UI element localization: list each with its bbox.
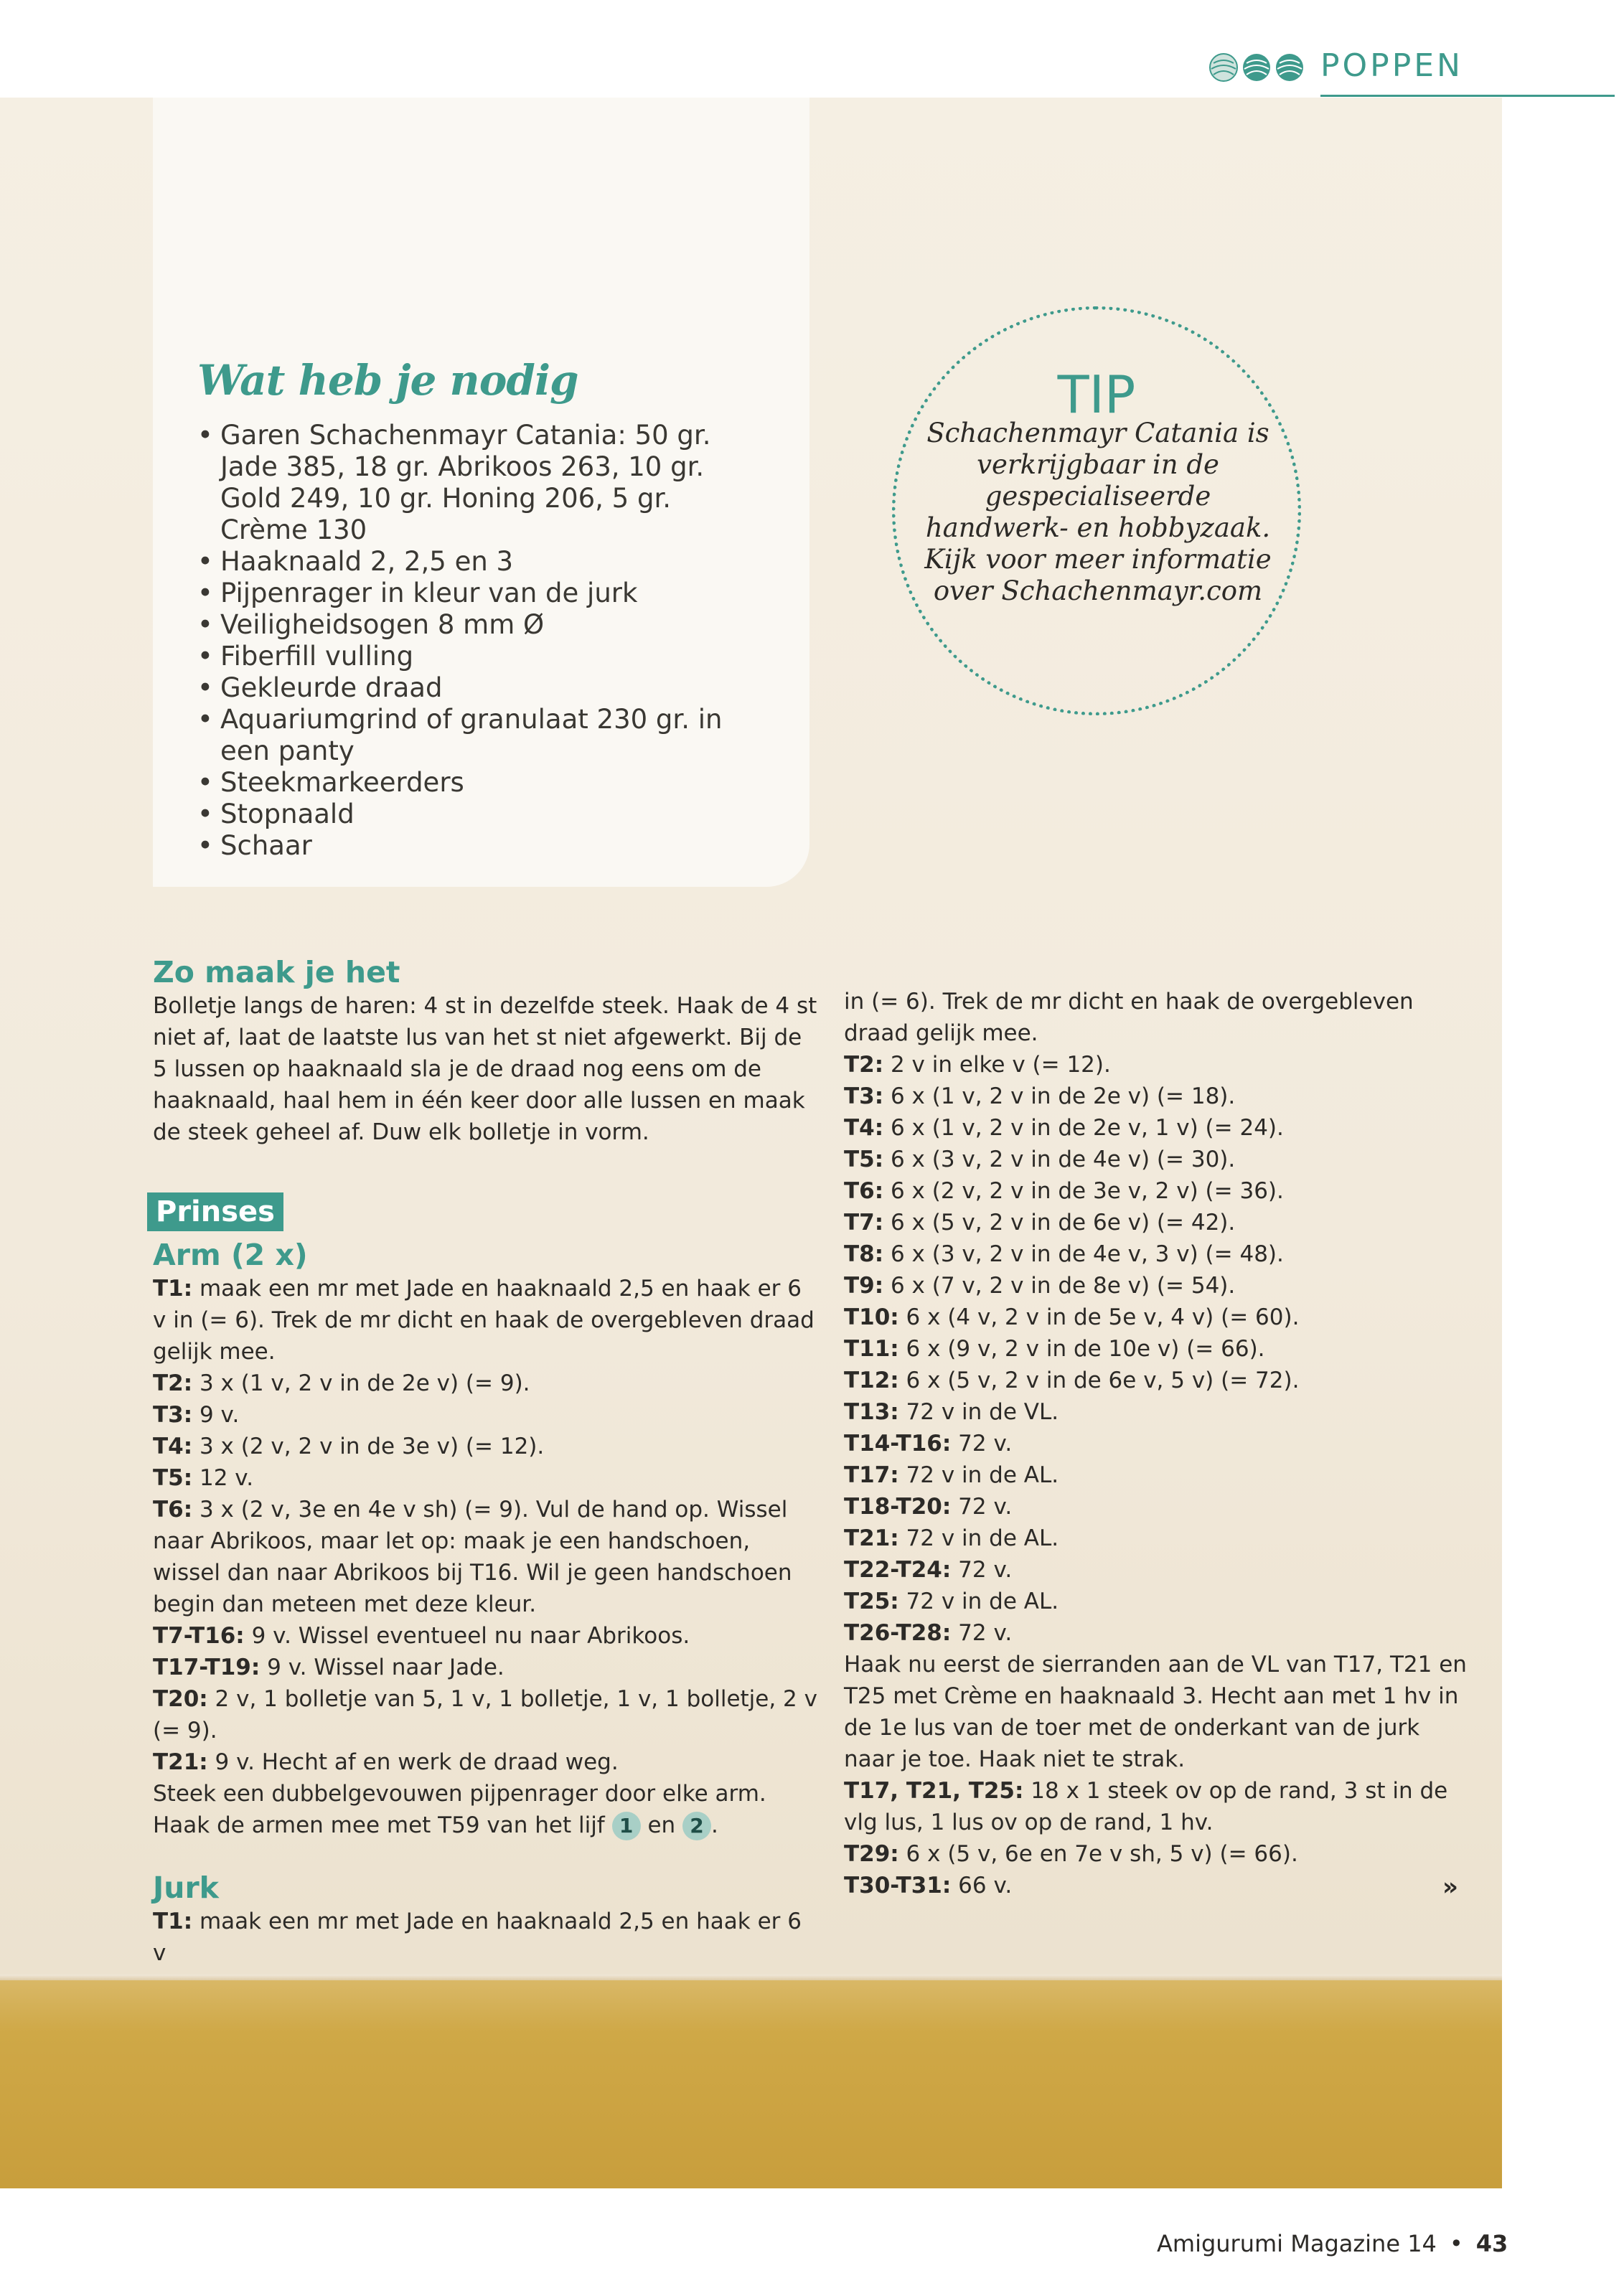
continue-arrow-icon: »: [1442, 1873, 1458, 1901]
materials-item: • Aquariumgrind of granulaat 230 gr. in een panty: [197, 704, 723, 766]
jurk-row: T29: 6 x (5 v, 6e en 7e v sh, 5 v) (= 66).: [844, 1841, 1298, 1867]
jurk-row: T11: 6 x (9 v, 2 v in de 10e v) (= 66).: [844, 1336, 1265, 1362]
materials-list: [197, 420, 766, 862]
jurk-row-continued: in (= 6). Trek de mr dicht en haak de overgebleven draad gelijk mee.: [844, 989, 1414, 1046]
jurk-row: T5: 6 x (3 v, 2 v in de 4e v) (= 30).: [844, 1147, 1236, 1172]
section-band-prinses: Prinses: [147, 1192, 283, 1231]
footer-separator: •: [1449, 2230, 1463, 2257]
arm-row: T4: 3 x (2 v, 2 v in de 3e v) (= 12).: [153, 1434, 545, 1459]
jurk-row: T14-T16: 72 v.: [844, 1431, 1013, 1457]
arm-closing-join: Haak de armen mee met T59 van het lijf 1 en 2 .: [153, 1810, 820, 1841]
jurk-row: T6: 6 x (2 v, 2 v in de 3e v, 2 v) (= 36).: [844, 1178, 1284, 1204]
header-divider: [1320, 95, 1615, 97]
bullet-icon: •: [197, 704, 213, 735]
jurk-row: T30-T31: 66 v.: [844, 1873, 1013, 1899]
jurk-row: T26-T28: 72 v.: [844, 1620, 1013, 1646]
arm-row: T2: 3 x (1 v, 2 v in de 2e v) (= 9).: [153, 1370, 530, 1396]
materials-title: Wat heb je nodig: [197, 356, 578, 405]
arm-row: T6: 3 x (2 v, 3e en 4e v sh) (= 9). Vul de hand op. Wissel naar Abrikoos, maar let op: maak je een handschoen, wissel dan naar Abrikoos bij T16. Wil je geen handschoen begin dan meteen met deze kleur.: [153, 1497, 792, 1617]
jurk-row: T18-T20: 72 v.: [844, 1494, 1013, 1520]
jurk-row: T22-T24: 72 v.: [844, 1557, 1013, 1583]
jurk-row: T17: 72 v in de AL.: [844, 1462, 1059, 1488]
yarn-balls-icon: [1208, 52, 1308, 83]
arm-row: T3: 9 v.: [153, 1402, 240, 1428]
jurk-row: T12: 6 x (5 v, 2 v in de 6e v, 5 v) (= 72).: [844, 1368, 1300, 1393]
instructions-left-column: [153, 954, 820, 1969]
jurk-heading: Jurk: [153, 1871, 219, 1905]
step-badge: 2: [682, 1812, 711, 1840]
materials-item: • Fiberfill vulling: [197, 641, 414, 672]
bullet-icon: •: [197, 641, 213, 672]
section-label: POPPEN: [1320, 47, 1463, 84]
materials-item: • Pijpenrager in kleur van de jurk: [197, 578, 638, 608]
materials-item: • Steekmarkeerders: [197, 767, 464, 798]
bullet-icon: •: [197, 546, 213, 577]
arm-row: T17-T19: 9 v. Wissel naar Jade.: [153, 1655, 504, 1680]
magazine-title: Amigurumi Magazine 14: [1157, 2230, 1437, 2257]
page-footer: [1157, 2230, 1508, 2257]
jurk-row: T10: 6 x (4 v, 2 v in de 5e v, 4 v) (= 60).: [844, 1304, 1300, 1330]
instructions-right-column: [844, 986, 1468, 1901]
jurk-row: T25: 72 v in de AL.: [844, 1589, 1059, 1614]
tip-text: Schachenmayr Catania is verkrijgbaar in de gespecialiseerde handwerk- en hobbyzaak. Kijk voor meer informatie over Schachenmayr.com: [924, 418, 1272, 606]
arm-closing: Steek een dubbelgevouwen pijpenrager door elke arm.: [153, 1781, 766, 1807]
arm-row: T7-T16: 9 v. Wissel eventueel nu naar Abrikoos.: [153, 1623, 690, 1649]
bullet-icon: •: [197, 799, 213, 829]
page-number: 43: [1475, 2230, 1508, 2257]
jurk-row: T21: 72 v in de AL.: [844, 1525, 1059, 1551]
step-badge: 1: [612, 1812, 641, 1840]
arm-row: T1: maak een mr met Jade en haaknaald 2,5 en haak er 6 v in (= 6). Trek de mr dicht en haak de overgebleven draad gelijk mee.: [153, 1276, 815, 1365]
jurk-row: T17, T21, T25: 18 x 1 steek ov op de rand, 3 st in de vlg lus, 1 lus ov op de rand, 1 hv.: [844, 1778, 1448, 1835]
tip-title: TIP: [1057, 364, 1136, 425]
arm-heading: Arm (2 x): [153, 1238, 308, 1272]
bullet-icon: •: [197, 830, 213, 861]
bullet-icon: •: [197, 672, 213, 703]
jurk-row: T9: 6 x (7 v, 2 v in de 8e v) (= 54).: [844, 1273, 1236, 1299]
materials-item: • Veiligheidsogen 8 mm Ø: [197, 609, 545, 640]
materials-item: • Haaknaald 2, 2,5 en 3: [197, 546, 514, 577]
arm-row: T21: 9 v. Hecht af en werk de draad weg.: [153, 1749, 619, 1775]
bullet-icon: •: [197, 578, 213, 608]
bullet-icon: •: [197, 767, 213, 798]
materials-item: • Gekleurde draad: [197, 672, 443, 703]
jurk-row: T3: 6 x (1 v, 2 v in de 2e v) (= 18).: [844, 1083, 1236, 1109]
materials-item: • Stopnaald: [197, 799, 355, 829]
jurk-row: T8: 6 x (3 v, 2 v in de 4e v, 3 v) (= 48).: [844, 1241, 1284, 1267]
jurk-note: Haak nu eerst de sierranden aan de VL van T17, T21 en T25 met Crème en haaknaald 3. Hecht aan met 1 hv in de 1e lus van de toer met de onderkant van de jurk naar je toe. Haak niet te strak.: [844, 1652, 1467, 1772]
jurk-row: T13: 72 v in de VL.: [844, 1399, 1059, 1425]
intro-paragraph: Bolletje langs de haren: 4 st in dezelfde steek. Haak de 4 st niet af, laat de laatste lus van het st niet afgewerkt. Bij de 5 lussen op haaknaald sla je de draad nog eens om de haaknaald, haal hem in één keer door alle lussen en maak de steek geheel af. Duw elk bolletje in vorm.: [153, 993, 817, 1145]
jurk-row: T1: maak een mr met Jade en haaknaald 2,5 en haak er 6 v: [153, 1909, 802, 1966]
materials-item: • Garen Schachenmayr Catania: 50 gr. Jade 385, 18 gr. Abrikoos 263, 10 gr. Gold 249, 10 gr. Honing 206, 5 gr. Crème 130: [197, 420, 711, 545]
arm-row: T20: 2 v, 1 bolletje van 5, 1 v, 1 bolletje, 1 v, 1 bolletje, 2 v (= 9).: [153, 1686, 817, 1744]
instructions-heading: Zo maak je het: [153, 955, 400, 989]
materials-item: • Schaar: [197, 830, 312, 861]
arm-row: T5: 12 v.: [153, 1465, 254, 1491]
background-shelf: [0, 1980, 1502, 2188]
jurk-row: T4: 6 x (1 v, 2 v in de 2e v, 1 v) (= 24).: [844, 1115, 1284, 1141]
bullet-icon: •: [197, 609, 213, 640]
jurk-row: T2: 2 v in elke v (= 12).: [844, 1052, 1111, 1078]
page-header: [0, 0, 1624, 98]
bullet-icon: •: [197, 420, 213, 451]
jurk-row: T7: 6 x (5 v, 2 v in de 6e v) (= 42).: [844, 1210, 1236, 1236]
